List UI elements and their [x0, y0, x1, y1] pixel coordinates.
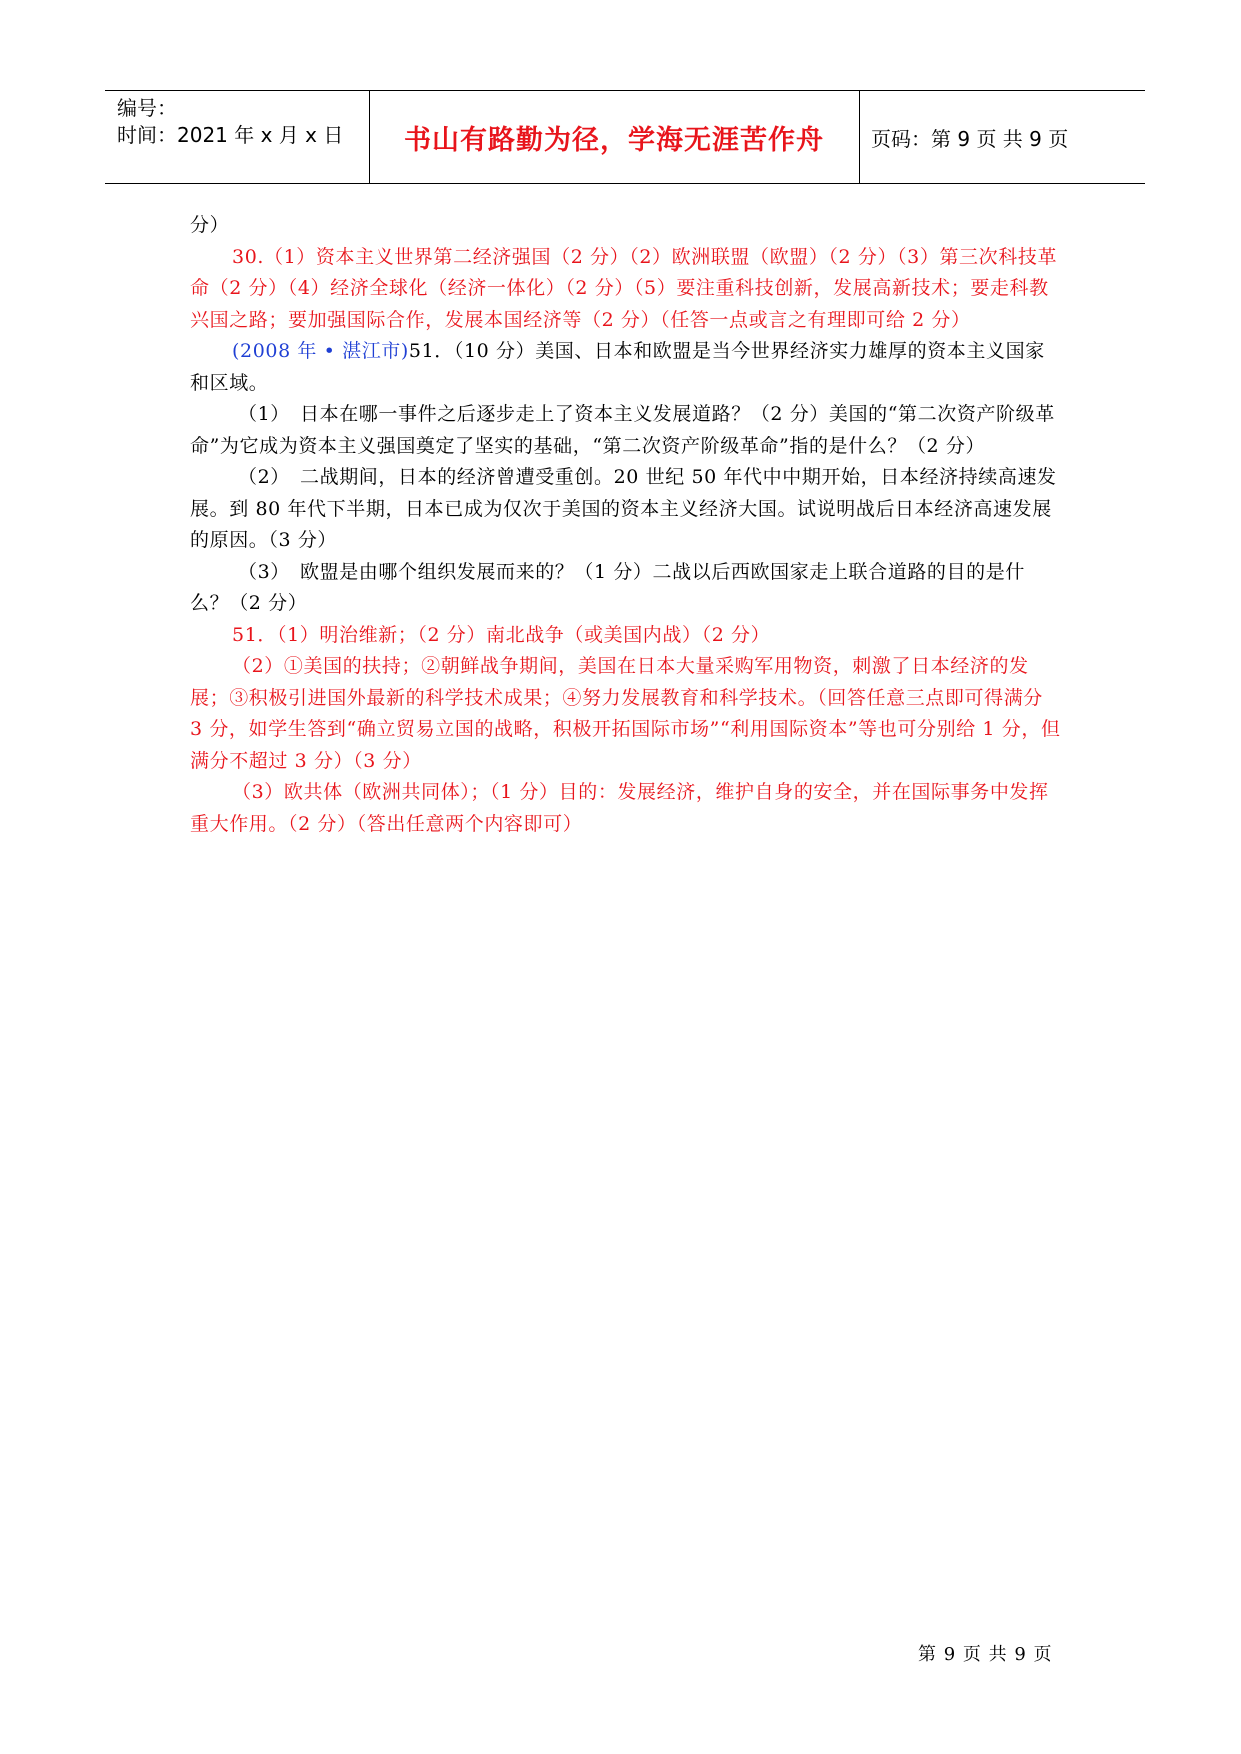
header-number-label: 编号： — [117, 96, 177, 120]
header-page-label: 页码：第 9 页 共 9 页 — [871, 126, 1069, 151]
answer-51-part-3: （3）欧共体（欧洲共同体）；（1 分）目的：发展经济，维护自身的安全，并在国际事务中发挥重大作用。（2 分）（答出任意两个内容即可） — [190, 781, 1049, 835]
question-51-part-2: （2） 二战期间，日本的经济曾遭受重创。20 世纪 50 年代中中期开始，日本经济持续高速发展。到 80 年代下半期，日本已成为仅次于美国的资本主义经济大国。试说明战后日本经济高速发展的原因。（3 分） — [190, 466, 1057, 551]
answer-30: 30.（1）资本主义世界第二经济强国（2 分）（2）欧洲联盟（欧盟）（2 分）（3）第三次科技革命（2 分）（4）经济全球化（经济一体化）（2 分）（5）要注重科技创新，发展高新技术；要走科教兴国之路；要加强国际合作，发展本国经济等（2 分）（任答一点或言之有理即可给 2 分） — [190, 245, 1058, 331]
header-date-label: 时间：2021 年 x 月 x 日 — [117, 123, 344, 147]
page-footer: 第 9 页 共 9 页 — [918, 1644, 1053, 1665]
header-info — [117, 95, 343, 149]
question-51-text: 51．（10 分）美国、日本和欧盟是当今世界经济实力雄厚的资本主义国家和区域。 — [190, 340, 1045, 394]
question-source: (2008 年 • 湛江市) — [232, 340, 409, 362]
question-51-intro — [190, 336, 1062, 399]
question-51-part-1: （1） 日本在哪一事件之后逐步走上了资本主义发展道路？（2 分）美国的“第二次资产阶级革命”为它成为资本主义强国奠定了坚实的基础，“第二次资产阶级革命”指的是什么？（2 分） — [190, 403, 1055, 457]
answer-51-part-1: 51．（1）明治维新；（2 分）南北战争（或美国内战）（2 分） — [232, 623, 771, 646]
answer-51-part-2: （2）①美国的扶持；②朝鲜战争期间，美国在日本大量采购军用物资，刺激了日本经济的发展；③积极引进国外最新的科学技术成果；④努力发展教育和科学技术。（回答任意三点即可得满分 3 分，如学生答到“确立贸易立国的战略，积极开拓国际市场”“利用国际资本”等也可分别给 1 分，但满分不超过 3 分）（3 分） — [190, 655, 1061, 772]
question-51-part-3: （3） 欧盟是由哪个组织发展而来的？（1 分）二战以后西欧国家走上联合道路的目的是什么？（2 分） — [190, 560, 1025, 614]
paragraph-continuation: 分） — [190, 214, 230, 236]
header-motto: 书山有路勤为径，学海无涯苦作舟 — [404, 124, 824, 156]
document-body — [190, 210, 1062, 840]
page-header — [105, 90, 1145, 184]
header-divider-right — [859, 91, 860, 183]
